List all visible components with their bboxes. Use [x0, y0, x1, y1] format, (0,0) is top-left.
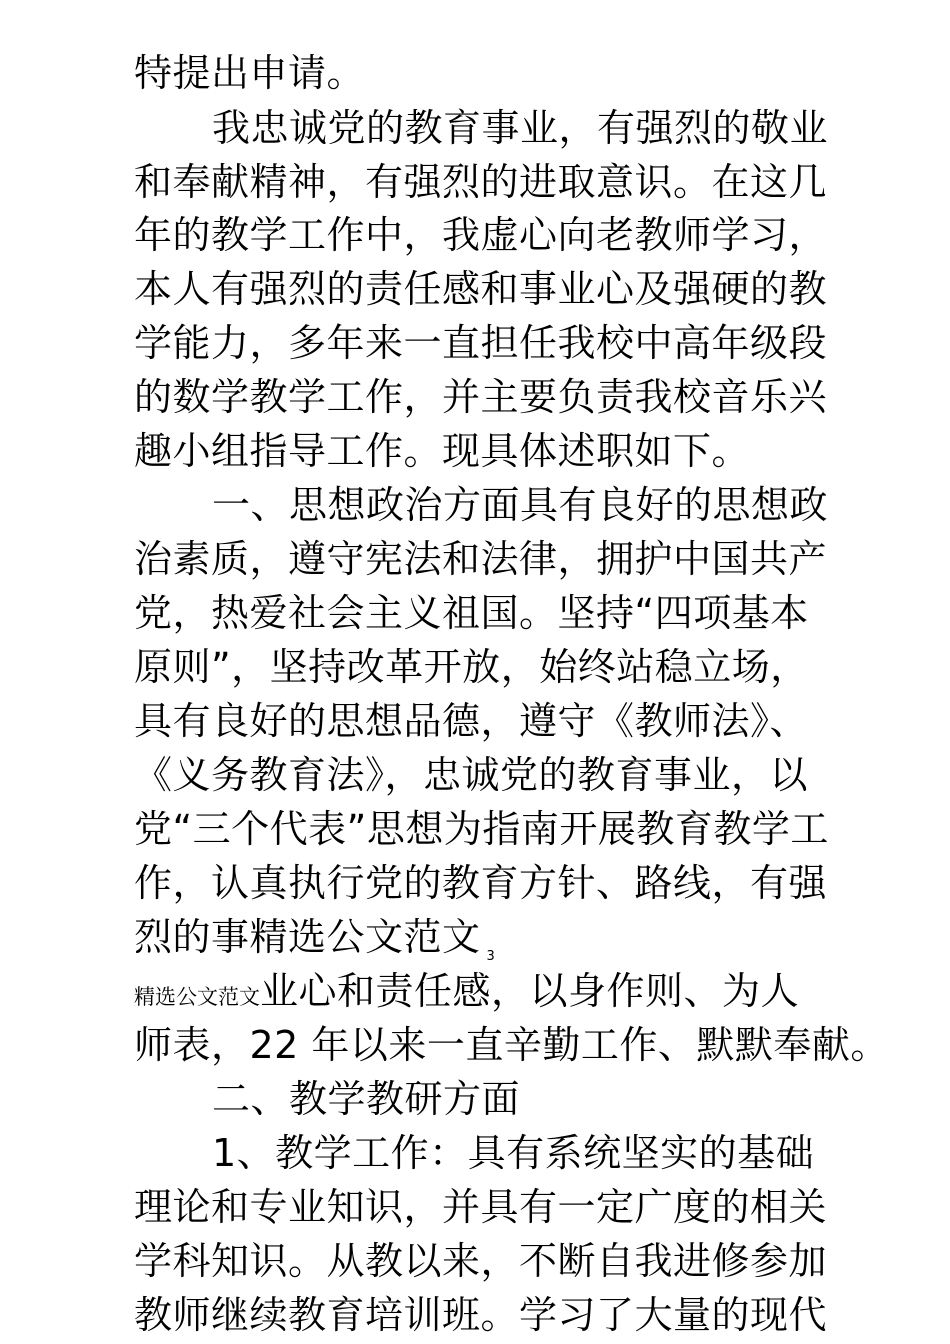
text-line: 学能力，多年来一直担任我校中高年级段 — [134, 321, 828, 365]
text-line: 具有良好的思想品德，遵守《教师法》、 — [134, 699, 809, 743]
text-line: 烈的事精选公文范文 — [134, 915, 481, 959]
text-line: 特提出申请。 — [134, 51, 366, 95]
section-heading: 二、教学教研方面 — [212, 1077, 521, 1121]
text-line: 理论和专业知识，并具有一定广度的相关 — [134, 1185, 828, 1229]
text-line: 一、思想政治方面具有良好的思想政 — [212, 483, 829, 527]
page-number: 3 — [486, 949, 495, 964]
text-line: 本人有强烈的责任感和事业心及强硬的教 — [134, 267, 828, 311]
text-line: 《义务教育法》，忠诚党的教育事业，以 — [134, 753, 809, 797]
text-line: 年的教学工作中，我虚心向老教师学习， — [134, 213, 828, 257]
text-line: 教师继续教育培训班。学习了大量的现代 — [134, 1293, 828, 1337]
text-line: 业心和责任感，以身作则、为人 — [260, 969, 800, 1013]
text-line: 学科知识。从教以来，不断自我进修参加 — [134, 1239, 828, 1283]
text-line: 原则”，坚持改革开放，始终站稳立场， — [134, 645, 809, 689]
watermark-text: 精选公文范文 — [134, 985, 260, 1009]
text-line: 趣小组指导工作。现具体述职如下。 — [134, 429, 751, 473]
text-line: 1、教学工作：具有系统坚实的基础 — [212, 1131, 815, 1175]
text-line: 党“三个代表”思想为指南开展教育教学工 — [134, 807, 829, 851]
text-line: 作，认真执行党的教育方针、路线，有强 — [134, 861, 828, 905]
text-line: 党，热爱社会主义祖国。坚持“四项基本 — [134, 591, 809, 635]
text-line-with-page-number — [134, 910, 495, 964]
text-line: 的数学教学工作，并主要负责我校音乐兴 — [134, 375, 828, 419]
text-line: 和奉献精神，有强烈的进取意识。在这几 — [134, 160, 828, 204]
text-line: 师表，22 年以来一直辛勤工作、默默奉献。 — [134, 1023, 889, 1067]
text-line: 我忠诚党的教育事业，有强烈的敬业 — [212, 106, 829, 150]
text-line: 治素质，遵守宪法和法律，拥护中国共产 — [134, 537, 828, 581]
text-line-with-watermark — [134, 964, 799, 1018]
